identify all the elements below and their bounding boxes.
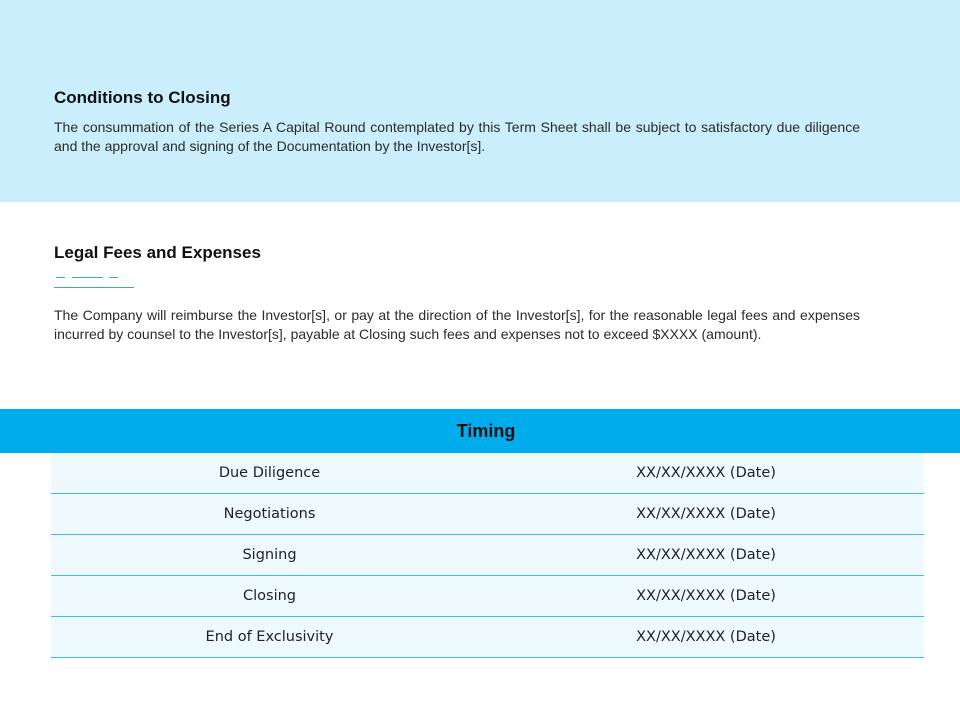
table-row — [51, 535, 924, 576]
timing-date: XX/XX/XXXX (Date) — [488, 453, 924, 494]
dash-underline — [54, 287, 134, 288]
timing-stage: Closing — [51, 576, 488, 617]
timing-stage: Signing — [51, 535, 488, 576]
timing-header-bar — [0, 409, 960, 453]
table-row — [51, 617, 924, 658]
timing-date: XX/XX/XXXX (Date) — [488, 617, 924, 658]
timing-title: Timing — [456, 421, 516, 441]
timing-stage: Negotiations — [51, 494, 488, 535]
dash-segment — [109, 277, 118, 278]
timing-stage: End of Exclusivity — [51, 617, 488, 658]
timing-date: XX/XX/XXXX (Date) — [488, 535, 924, 576]
table-row — [51, 494, 924, 535]
timing-table — [51, 453, 924, 658]
legal-fees-title: Legal Fees and Expenses — [54, 243, 261, 262]
decorative-dashes — [54, 270, 134, 288]
legal-fees-body: The Company will reimburse the Investor[s], or pay at the direction of the Investor[s], for the reasonable legal fees and expenses incurred by counsel to the Investor[s], payable at Closing such fees and expenses not to exceed $XXXX (amount). — [54, 307, 860, 342]
table-row — [51, 576, 924, 617]
dash-segment — [56, 277, 65, 278]
dash-segment — [72, 277, 103, 278]
conditions-title: Conditions to Closing — [54, 88, 231, 107]
table-row — [51, 453, 924, 494]
timing-stage: Due Diligence — [51, 453, 488, 494]
timing-date: XX/XX/XXXX (Date) — [488, 576, 924, 617]
timing-date: XX/XX/XXXX (Date) — [488, 494, 924, 535]
conditions-body: The consummation of the Series A Capital Round contemplated by this Term Sheet shall be subject to satisfactory due diligence and the approval and signing of the Documentation by the Investor[s]. — [54, 119, 860, 154]
